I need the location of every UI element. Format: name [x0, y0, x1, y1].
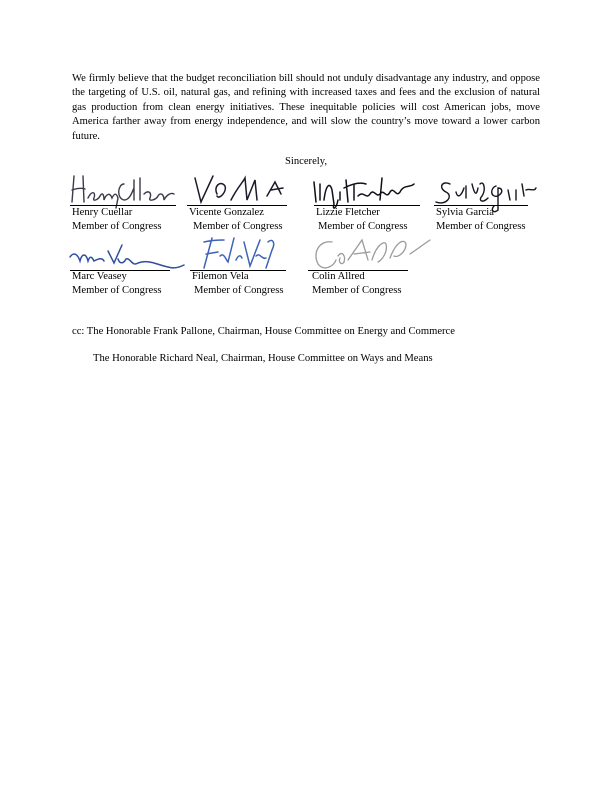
signatory-title: Member of Congress [194, 285, 284, 296]
signature-gonzalez [187, 170, 299, 210]
signatory-name: Sylvia Garcia [436, 207, 494, 218]
signatory-title: Member of Congress [193, 221, 283, 232]
signature-vela [190, 232, 300, 272]
signature-block-fletcher [310, 170, 430, 232]
cc-line-neal: The Honorable Richard Neal, Chairman, House Committee on Ways and Means [93, 353, 433, 364]
body-paragraph: We firmly believe that the budget reconciliation bill should not unduly disadvantage any industry, and oppose the targeting of U.S. oil, natural gas, and refining with increased taxes and fees and the exclusion of natural gas production from clean energy initiatives. These inequitable policies will cost American jobs, move America farther away from energy independence, and will slow the country’s move toward a lower carbon future. [72, 73, 540, 142]
signatory-title: Member of Congress [318, 221, 408, 232]
signatory-name: Vicente Gonzalez [189, 207, 264, 218]
signatory-title: Member of Congress [72, 221, 162, 232]
signature-block-garcia [432, 170, 542, 232]
signatory-title: Member of Congress [72, 285, 162, 296]
closing-salutation: Sincerely, [285, 156, 327, 167]
signatory-name: Filemon Vela [192, 271, 249, 282]
signatory-name: Colin Allred [312, 271, 365, 282]
signature-block-allred [306, 232, 436, 298]
signature-cuellar [68, 170, 178, 210]
signature-block-gonzalez [187, 170, 299, 232]
cc-line-pallone: cc: The Honorable Frank Pallone, Chairman, House Committee on Energy and Commerce [72, 326, 455, 337]
signatory-name: Henry Cuellar [72, 207, 133, 218]
signature-block-cuellar [68, 170, 178, 232]
signatory-title: Member of Congress [312, 285, 402, 296]
signatory-name: Lizzie Fletcher [316, 207, 380, 218]
signatory-title: Member of Congress [436, 221, 526, 232]
signature-block-veasey [68, 237, 188, 299]
signatory-name: Marc Veasey [72, 271, 127, 282]
signature-block-vela [190, 232, 300, 298]
